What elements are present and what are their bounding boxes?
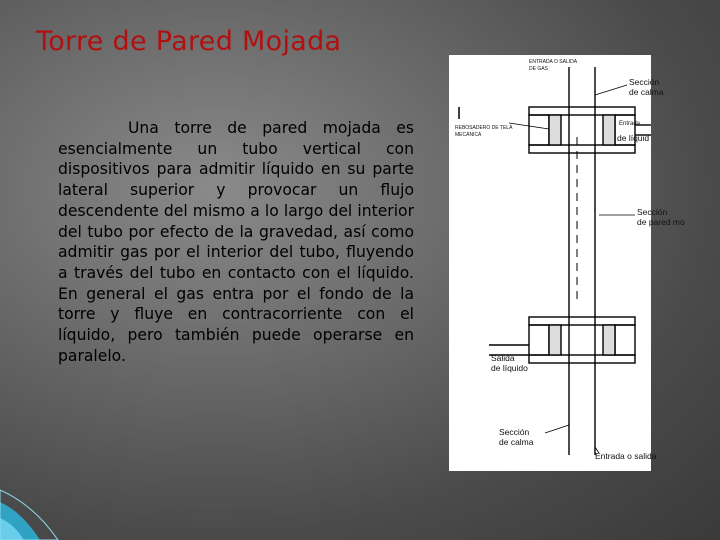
label-liquid-in-2: de líquid (617, 133, 650, 143)
label-calm-top-1: Sección (629, 77, 660, 87)
label-liquid-in-1: Entrada (619, 121, 641, 127)
label-wetted-1: Sección (637, 207, 668, 217)
label-rebosadero-2: MECÁNICA (455, 132, 482, 138)
label-rebosadero-1: REBOSADERO DE TELA (455, 125, 513, 131)
slide-body (58, 118, 414, 366)
wetted-wall-tower-diagram (449, 55, 685, 471)
label-calm-bottom-2: de calma (499, 437, 534, 447)
label-calm-bottom-1: Sección (499, 427, 530, 437)
label-bottom-inlet: Entrada o salida (595, 451, 657, 461)
label-wetted-2: de pared mo (637, 217, 685, 227)
label-calm-top-2: de calma (629, 87, 664, 97)
label-liquid-out-2: de líquido (491, 363, 528, 373)
label-liquid-out-1: Salida (491, 353, 515, 363)
tower-drawing (449, 55, 685, 471)
body-text: Una torre de pared mojada es esencialmente un tubo vertical con dispositivos para admitir líquido en su parte lateral superior y provocar un flujo descendente del mismo a lo largo del interior del tubo por efecto de la gravedad, así como admitir gas por el interior del tubo, fluyendo a través del tubo en contacto con el líquido. En general el gas entra por el fondo de la torre y fluye en contracorriente con el líquido, pero también puede operarse en paralelo. (58, 119, 414, 365)
label-top-inlet-2: DE GAS (529, 66, 548, 72)
label-top-inlet: ENTRADA O SALIDA (529, 59, 578, 65)
slide-title: Torre de Pared Mojada (36, 26, 342, 57)
corner-decoration (0, 450, 90, 540)
